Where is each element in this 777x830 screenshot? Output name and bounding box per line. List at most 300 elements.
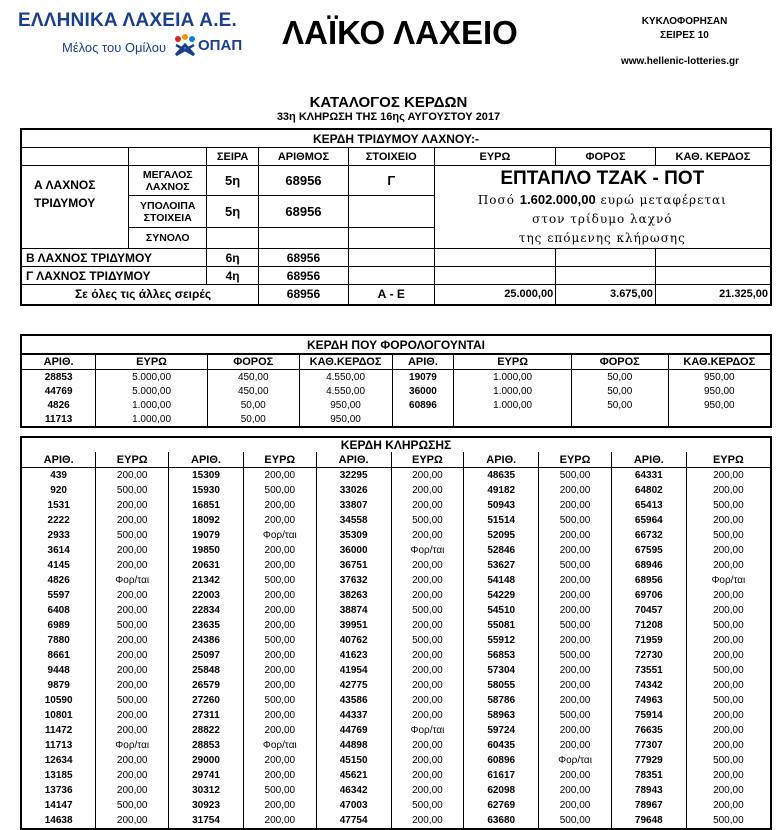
- ticket-number: 51514: [464, 513, 539, 528]
- ticket-number: 55081: [464, 618, 539, 633]
- prize-amount: 500,00: [539, 813, 612, 829]
- amount: 1.000,00: [96, 412, 208, 427]
- prize-amount: 500,00: [539, 708, 612, 723]
- ticket-number: 59724: [464, 723, 539, 738]
- ticket-number: 14147: [21, 798, 96, 813]
- amount: 5.000,00: [96, 370, 208, 385]
- prize-amount: 200,00: [96, 783, 169, 798]
- ticket-number: 38874: [316, 603, 391, 618]
- big-number: 68956: [259, 166, 349, 196]
- prize-amount: 200,00: [243, 468, 316, 484]
- prize-amount: 200,00: [391, 573, 464, 588]
- table-row: [21, 370, 771, 385]
- ticket-number: 52846: [464, 543, 539, 558]
- prize-amount: Φορ/ται: [243, 738, 316, 753]
- prize-amount: 200,00: [391, 768, 464, 783]
- prize-amount: Φορ/ται: [96, 573, 169, 588]
- prize-amount: 500,00: [243, 783, 316, 798]
- prize-amount: 500,00: [96, 528, 169, 543]
- prize-amount: Φορ/ται: [391, 543, 464, 558]
- amount: 50,00: [207, 412, 299, 427]
- prize-amount: Φορ/ται: [96, 738, 169, 753]
- ticket-number: 10801: [21, 708, 96, 723]
- ticket-number: 14638: [21, 813, 96, 829]
- col-header: ΑΡΙΘ.: [611, 452, 686, 468]
- other-element: Α - Ε: [348, 285, 434, 305]
- ticket-number: 2222: [21, 513, 96, 528]
- amount: 450,00: [207, 384, 299, 398]
- prize-amount: 500,00: [243, 693, 316, 708]
- ticket-number: 36751: [316, 558, 391, 573]
- prize-amount: 200,00: [686, 468, 771, 484]
- ticket-number: 28853: [169, 738, 244, 753]
- b-series: 6η: [207, 249, 259, 267]
- amount: [668, 412, 771, 427]
- col-header: ΑΡΙΘ.: [21, 452, 96, 468]
- prize-amount: 200,00: [391, 498, 464, 513]
- prize-amount: 200,00: [96, 678, 169, 693]
- ticket-number: 74342: [611, 678, 686, 693]
- ticket-number: 19079: [169, 528, 244, 543]
- prize-amount: Φορ/ται: [391, 723, 464, 738]
- prize-amount: 200,00: [243, 663, 316, 678]
- amount: 50,00: [571, 370, 668, 385]
- prize-amount: 200,00: [243, 678, 316, 693]
- ticket-number: 6989: [21, 618, 96, 633]
- ticket-number: 60896: [464, 753, 539, 768]
- col-header: ΕΥΡΩ: [96, 354, 208, 370]
- ticket-number: 16851: [169, 498, 244, 513]
- amount: 1.000,00: [96, 398, 208, 412]
- ticket-number: 58786: [464, 693, 539, 708]
- table-row: [21, 753, 771, 768]
- prize-amount: 200,00: [539, 603, 612, 618]
- prize-amount: 200,00: [96, 663, 169, 678]
- table-row: [21, 398, 771, 412]
- ticket-number: 25848: [169, 663, 244, 678]
- col-header: ΚΑΘ.ΚΕΡΔΟΣ: [668, 354, 771, 370]
- amount: 4.550,00: [299, 384, 392, 398]
- ticket-number: 27311: [169, 708, 244, 723]
- ticket-number: [392, 412, 454, 427]
- prize-amount: 500,00: [686, 498, 771, 513]
- ticket-number: 44898: [316, 738, 391, 753]
- rest-elements-label: ΥΠΟΛΟΙΠΑ ΣΤΟΙΧΕΙΑ: [129, 196, 207, 227]
- prize-amount: 200,00: [539, 588, 612, 603]
- ticket-number: 22834: [169, 603, 244, 618]
- table-row: [21, 768, 771, 783]
- ticket-number: 39951: [316, 618, 391, 633]
- ticket-number: 53627: [464, 558, 539, 573]
- opap-logo-text: ΟΠΑΠ: [198, 37, 243, 54]
- amount: 5.000,00: [96, 384, 208, 398]
- prize-amount: 500,00: [243, 483, 316, 498]
- ticket-number: 9448: [21, 663, 96, 678]
- col-header: ΦΟΡΟΣ: [207, 354, 299, 370]
- ticket-number: 4826: [21, 573, 96, 588]
- ticket-number: 62098: [464, 783, 539, 798]
- amount: 50,00: [207, 398, 299, 412]
- table-row: [21, 678, 771, 693]
- prize-amount: 200,00: [243, 498, 316, 513]
- table-row: [21, 573, 771, 588]
- ticket-number: 25097: [169, 648, 244, 663]
- ticket-number: 58055: [464, 678, 539, 693]
- amount: 1.000,00: [454, 370, 572, 385]
- draw-subtitle: 33η ΚΛΗΡΩΣΗ ΤΗΣ 16ης ΑΥΓΟΥΣΤΟΥ 2017: [276, 111, 501, 123]
- ticket-number: 56853: [464, 648, 539, 663]
- ticket-number: 19079: [392, 370, 454, 385]
- section-title: ΚΕΡΔΗ ΤΡΙΔΥΜΟΥ ΛΑΧΝΟΥ:-: [21, 129, 771, 148]
- ticket-number: 45150: [316, 753, 391, 768]
- amount: 1.000,00: [454, 384, 572, 398]
- g-series: 4η: [207, 267, 259, 285]
- prize-amount: 500,00: [539, 618, 612, 633]
- prize-amount: 200,00: [243, 648, 316, 663]
- prize-amount: 500,00: [539, 468, 612, 484]
- ticket-number: 29000: [169, 753, 244, 768]
- col-header: ΦΟΡΟΣ: [556, 148, 656, 166]
- ticket-number: 4826: [21, 398, 96, 412]
- ticket-number: 34558: [316, 513, 391, 528]
- ticket-number: 62769: [464, 798, 539, 813]
- prize-amount: 200,00: [391, 693, 464, 708]
- ticket-number: 2933: [21, 528, 96, 543]
- ticket-number: 22003: [169, 588, 244, 603]
- prize-amount: 500,00: [686, 753, 771, 768]
- big-series: 5η: [207, 166, 259, 196]
- prize-amount: 200,00: [96, 813, 169, 829]
- ticket-number: 33807: [316, 498, 391, 513]
- amount: [454, 412, 572, 427]
- page-title: ΛΑΪΚΟ ΛΑΧΕΙΟ: [282, 14, 518, 51]
- amount: 950,00: [668, 384, 771, 398]
- prize-amount: 200,00: [96, 603, 169, 618]
- ticket-number: 60896: [392, 398, 454, 412]
- prize-amount: 200,00: [96, 708, 169, 723]
- prize-amount: 200,00: [391, 618, 464, 633]
- prize-amount: 200,00: [96, 498, 169, 513]
- prize-amount: 200,00: [539, 678, 612, 693]
- ticket-number: 45621: [316, 768, 391, 783]
- amount: 950,00: [299, 412, 392, 427]
- ticket-number: 38263: [316, 588, 391, 603]
- rest-series: 5η: [207, 196, 259, 227]
- g-ticket-label: Γ ΛΑΧΝΟΣ ΤΡΙΔΥΜΟΥ: [21, 267, 207, 285]
- prize-amount: 500,00: [686, 813, 771, 829]
- ticket-number: 23635: [169, 618, 244, 633]
- col-header: ΚΑΘ. ΚΕΡΔΟΣ: [655, 148, 771, 166]
- col-header: ΣΕΙΡΑ: [207, 148, 259, 166]
- prize-amount: 200,00: [243, 588, 316, 603]
- prize-amount: 200,00: [539, 573, 612, 588]
- ticket-number: 49182: [464, 483, 539, 498]
- amount: 50,00: [571, 398, 668, 412]
- ticket-number: 26579: [169, 678, 244, 693]
- prize-amount: 200,00: [96, 768, 169, 783]
- prize-amount: 200,00: [96, 558, 169, 573]
- prize-amount: 200,00: [391, 528, 464, 543]
- ticket-number: 48635: [464, 468, 539, 484]
- table-row: [21, 384, 771, 398]
- ticket-number: 63680: [464, 813, 539, 829]
- ticket-number: 27260: [169, 693, 244, 708]
- col-header: ΑΡΙΘ.: [392, 354, 454, 370]
- ticket-number: 30312: [169, 783, 244, 798]
- amount: 950,00: [668, 370, 771, 385]
- b-ticket-label: Β ΛΑΧΝΟΣ ΤΡΙΔΥΜΟΥ: [21, 249, 207, 267]
- opap-logo-icon: [170, 33, 200, 59]
- ticket-number: 68946: [611, 558, 686, 573]
- prize-amount: 200,00: [96, 468, 169, 484]
- table-row: [21, 543, 771, 558]
- prize-amount: 200,00: [243, 543, 316, 558]
- table-row: [21, 693, 771, 708]
- prize-amount: 200,00: [243, 708, 316, 723]
- section-title: ΚΕΡΔΗ ΠΟΥ ΦΟΡΟΛΟΓΟΥΝΤΑΙ: [21, 335, 771, 354]
- prize-amount: 200,00: [96, 588, 169, 603]
- triple-wins-table: [20, 128, 772, 306]
- prize-amount: 200,00: [686, 543, 771, 558]
- ticket-number: 11472: [21, 723, 96, 738]
- table-row: [21, 528, 771, 543]
- ticket-number: 47754: [316, 813, 391, 829]
- ticket-number: 77307: [611, 738, 686, 753]
- col-header: ΕΥΡΩ: [96, 452, 169, 468]
- taxed-wins-table: [20, 334, 772, 428]
- ticket-number: 57304: [464, 663, 539, 678]
- a-ticket-label: Α ΛΑΧΝΟΣ ΤΡΙΔΥΜΟΥ: [21, 166, 129, 249]
- table-row: [21, 648, 771, 663]
- ticket-number: 32295: [316, 468, 391, 484]
- prize-amount: 200,00: [96, 753, 169, 768]
- other-number: 68956: [259, 285, 349, 305]
- col-header: ΑΡΙΘ.: [21, 354, 96, 370]
- ticket-number: 439: [21, 468, 96, 484]
- prize-amount: 200,00: [686, 588, 771, 603]
- ticket-number: 1531: [21, 498, 96, 513]
- draw-wins-table: [20, 436, 772, 830]
- prize-amount: 200,00: [686, 483, 771, 498]
- table-row: [21, 798, 771, 813]
- table-row: [21, 588, 771, 603]
- ticket-number: 15309: [169, 468, 244, 484]
- prize-amount: 500,00: [96, 798, 169, 813]
- prize-amount: 200,00: [686, 783, 771, 798]
- amount: 50,00: [571, 384, 668, 398]
- amount: 950,00: [299, 398, 392, 412]
- ticket-number: 36000: [392, 384, 454, 398]
- prize-amount: 200,00: [539, 528, 612, 543]
- amount: 1.000,00: [454, 398, 572, 412]
- prize-amount: 200,00: [96, 543, 169, 558]
- prize-amount: Φορ/ται: [243, 528, 316, 543]
- table-row: [21, 723, 771, 738]
- prize-amount: 500,00: [539, 513, 612, 528]
- table-row: [21, 618, 771, 633]
- prize-amount: 200,00: [686, 798, 771, 813]
- prize-amount: 200,00: [391, 558, 464, 573]
- table-row: [21, 663, 771, 678]
- ticket-number: 11713: [21, 412, 96, 427]
- prize-amount: 200,00: [686, 558, 771, 573]
- prize-amount: 200,00: [243, 798, 316, 813]
- prize-amount: 200,00: [539, 693, 612, 708]
- col-header: ΑΡΙΘ.: [316, 452, 391, 468]
- ticket-number: 69706: [611, 588, 686, 603]
- ticket-number: 44769: [21, 384, 96, 398]
- table-row: [21, 558, 771, 573]
- catalog-title: ΚΑΤΑΛΟΓΟΣ ΚΕΡΔΩΝ: [309, 94, 468, 111]
- prize-amount: 200,00: [539, 483, 612, 498]
- table-row: [21, 412, 771, 427]
- ticket-number: 43586: [316, 693, 391, 708]
- prize-amount: 500,00: [243, 633, 316, 648]
- ticket-number: 64331: [611, 468, 686, 484]
- amount: 950,00: [668, 398, 771, 412]
- prize-amount: 500,00: [96, 693, 169, 708]
- table-row: [21, 813, 771, 829]
- prize-amount: 200,00: [686, 768, 771, 783]
- prize-amount: 500,00: [391, 798, 464, 813]
- ticket-number: 65964: [611, 513, 686, 528]
- prize-amount: 200,00: [243, 513, 316, 528]
- prize-amount: 200,00: [391, 468, 464, 484]
- prize-amount: Φορ/ται: [686, 573, 771, 588]
- prize-amount: 200,00: [686, 723, 771, 738]
- prize-amount: 200,00: [539, 798, 612, 813]
- prize-amount: 500,00: [686, 618, 771, 633]
- prize-amount: 200,00: [391, 663, 464, 678]
- prize-amount: 500,00: [391, 633, 464, 648]
- jackpot-title: ΕΠΤΑΠΛΟ ΤΖΑΚ - ΠΟΤ: [500, 168, 705, 189]
- amount: 4.550,00: [299, 370, 392, 385]
- prize-amount: Φορ/ται: [539, 753, 612, 768]
- prize-amount: 200,00: [539, 498, 612, 513]
- prize-amount: 200,00: [686, 513, 771, 528]
- website-link[interactable]: www.hellenic-lotteries.gr: [621, 56, 739, 67]
- prize-amount: 200,00: [686, 738, 771, 753]
- jackpot-box: [434, 166, 771, 249]
- prize-amount: 200,00: [96, 723, 169, 738]
- prize-amount: 200,00: [96, 513, 169, 528]
- prize-amount: 500,00: [686, 528, 771, 543]
- table-row: [21, 468, 771, 484]
- prize-amount: 500,00: [391, 603, 464, 618]
- org-logo-title: ΕΛΛΗΝΙΚΑ ΛΑΧΕΙΑ Α.Ε.: [18, 10, 238, 31]
- ticket-number: 54148: [464, 573, 539, 588]
- jackpot-amount-line: Ποσό 1.602.000,00 ευρώ μεταφέρεται: [477, 192, 727, 207]
- col-header: ΕΥΡΩ: [686, 452, 771, 468]
- ticket-number: 54510: [464, 603, 539, 618]
- col-header: ΕΥΡΩ: [539, 452, 612, 468]
- col-header: ΕΥΡΩ: [434, 148, 556, 166]
- ticket-number: 6408: [21, 603, 96, 618]
- prize-amount: 200,00: [243, 618, 316, 633]
- col-header: ΑΡΙΘ.: [169, 452, 244, 468]
- other-series-label: Σε όλες τις άλλες σειρές: [21, 285, 259, 305]
- prize-amount: 200,00: [686, 648, 771, 663]
- prize-amount: 200,00: [391, 783, 464, 798]
- ticket-number: 44337: [316, 708, 391, 723]
- ticket-number: 11713: [21, 738, 96, 753]
- ticket-number: 78967: [611, 798, 686, 813]
- ticket-number: 40762: [316, 633, 391, 648]
- ticket-number: 21342: [169, 573, 244, 588]
- prize-amount: 200,00: [686, 633, 771, 648]
- ticket-number: 67595: [611, 543, 686, 558]
- ticket-number: 78351: [611, 768, 686, 783]
- prize-amount: 200,00: [391, 678, 464, 693]
- ticket-number: 74963: [611, 693, 686, 708]
- ticket-number: 920: [21, 483, 96, 498]
- g-number: 68956: [259, 267, 349, 285]
- ticket-number: 15930: [169, 483, 244, 498]
- ticket-number: 19850: [169, 543, 244, 558]
- ticket-number: 18092: [169, 513, 244, 528]
- prize-amount: 200,00: [391, 708, 464, 723]
- big-element: Γ: [348, 166, 434, 196]
- prize-amount: 200,00: [96, 633, 169, 648]
- prize-amount: 200,00: [391, 648, 464, 663]
- table-row: [21, 708, 771, 723]
- col-header: ΣΤΟΙΧΕΙΟ: [348, 148, 434, 166]
- ticket-number: 66732: [611, 528, 686, 543]
- prize-amount: 500,00: [391, 513, 464, 528]
- org-member-text: Μέλος του Ομίλου: [62, 40, 167, 55]
- other-net: 21.325,00: [655, 285, 771, 305]
- circulation-label: ΚΥΚΛΟΦΟΡΗΣΑΝ: [641, 16, 728, 27]
- ticket-number: 41954: [316, 663, 391, 678]
- ticket-number: 4145: [21, 558, 96, 573]
- prize-amount: 200,00: [686, 603, 771, 618]
- ticket-number: 20631: [169, 558, 244, 573]
- prize-amount: 200,00: [243, 813, 316, 829]
- ticket-number: 31754: [169, 813, 244, 829]
- prize-amount: 200,00: [96, 648, 169, 663]
- ticket-number: 7880: [21, 633, 96, 648]
- table-row: [21, 483, 771, 498]
- ticket-number: 5597: [21, 588, 96, 603]
- ticket-number: 77929: [611, 753, 686, 768]
- ticket-number: 75914: [611, 708, 686, 723]
- prize-amount: 500,00: [686, 663, 771, 678]
- ticket-number: 71208: [611, 618, 686, 633]
- col-header: ΕΥΡΩ: [454, 354, 572, 370]
- prize-amount: 200,00: [539, 783, 612, 798]
- ticket-number: 44769: [316, 723, 391, 738]
- ticket-number: 68956: [611, 573, 686, 588]
- ticket-number: 50943: [464, 498, 539, 513]
- ticket-number: 12634: [21, 753, 96, 768]
- ticket-number: 76635: [611, 723, 686, 738]
- circulation-value: ΣΕΙΡΕΣ 10: [660, 30, 709, 41]
- prize-amount: 500,00: [539, 648, 612, 663]
- ticket-number: 10590: [21, 693, 96, 708]
- table-row: [21, 633, 771, 648]
- prize-amount: 200,00: [243, 768, 316, 783]
- ticket-number: 60435: [464, 738, 539, 753]
- ticket-number: 8661: [21, 648, 96, 663]
- prize-amount: 200,00: [539, 723, 612, 738]
- ticket-number: 54229: [464, 588, 539, 603]
- prize-amount: 200,00: [391, 738, 464, 753]
- ticket-number: 24386: [169, 633, 244, 648]
- ticket-number: 46342: [316, 783, 391, 798]
- total-label: ΣΥΝΟΛΟ: [129, 227, 207, 248]
- ticket-number: 35309: [316, 528, 391, 543]
- ticket-number: 29741: [169, 768, 244, 783]
